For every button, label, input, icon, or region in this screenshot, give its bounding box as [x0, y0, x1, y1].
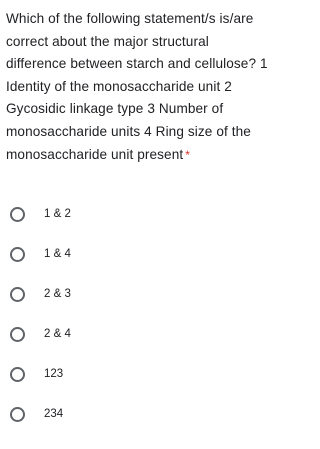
option-1-and-4[interactable] [0, 237, 271, 277]
radio-button-unchecked-icon[interactable] [10, 407, 25, 422]
radio-button-unchecked-icon[interactable] [10, 287, 25, 302]
question-text-block [6, 8, 268, 166]
option-1-and-2[interactable] [0, 197, 271, 237]
option-label: 2 & 4 [44, 328, 71, 340]
option-2-and-3[interactable] [0, 277, 271, 317]
required-asterisk: * [185, 147, 191, 162]
option-label: 1 & 2 [44, 208, 71, 220]
radio-button-unchecked-icon[interactable] [10, 207, 25, 222]
option-123[interactable] [0, 357, 271, 397]
option-label: 1 & 4 [44, 248, 71, 260]
option-label: 2 & 3 [44, 288, 71, 300]
question-text: Which of the following statement/s is/are correct about the major structural difference between starch and cellulose? 1 Identity of the monosaccharide unit 2 Gycosidic linkage type 3 Number of monosaccharide units 4 Ring size of the monosaccharide unit present [6, 11, 268, 162]
option-234[interactable] [0, 397, 271, 437]
radio-button-unchecked-icon[interactable] [10, 367, 25, 382]
option-2-and-4[interactable] [0, 317, 271, 357]
radio-button-unchecked-icon[interactable] [10, 327, 25, 342]
option-label: 234 [44, 408, 64, 420]
radio-button-unchecked-icon[interactable] [10, 247, 25, 262]
option-label: 123 [44, 368, 64, 380]
